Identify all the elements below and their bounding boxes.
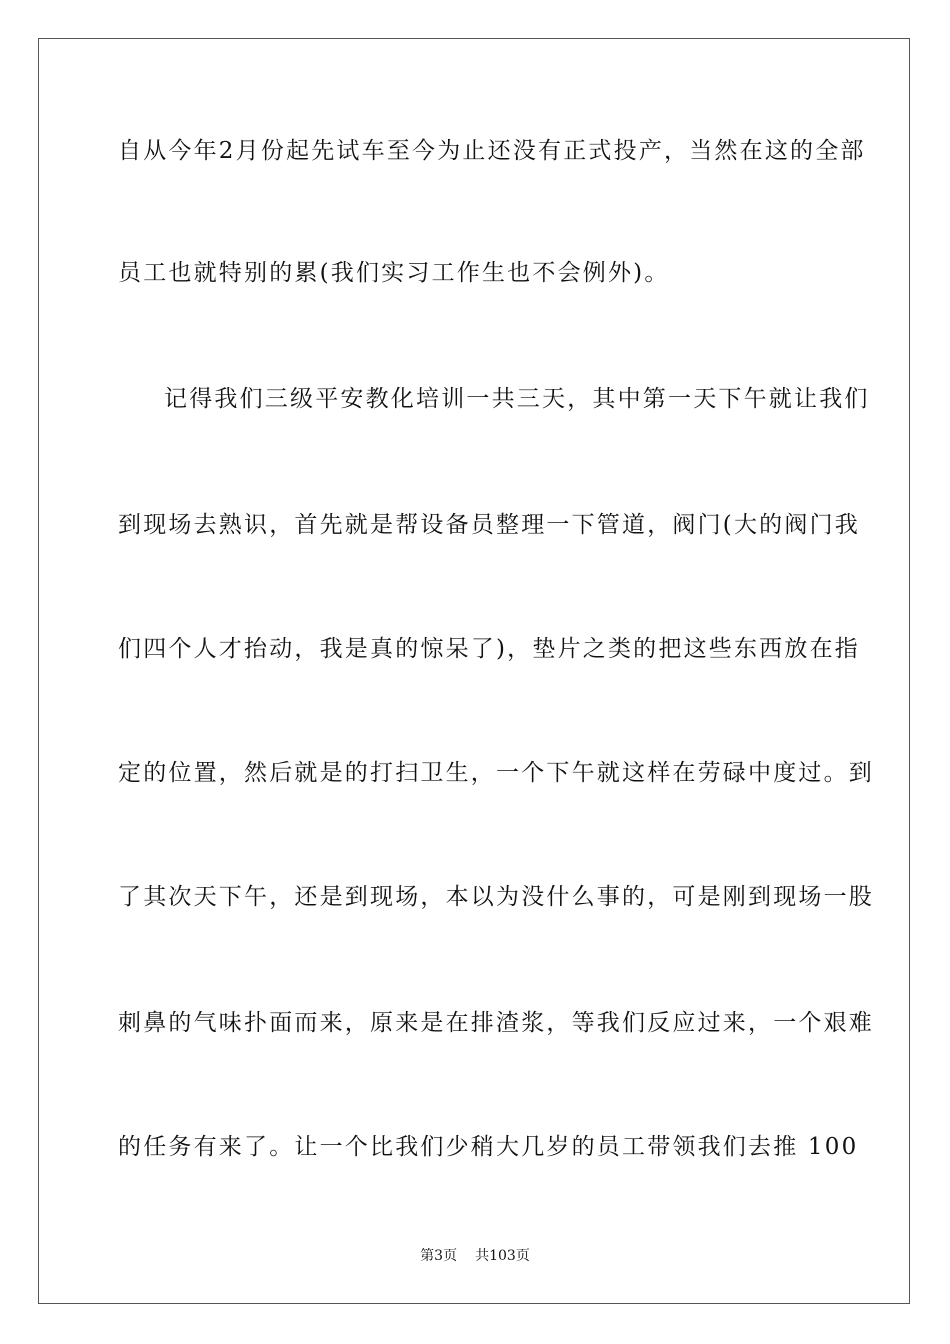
page-footer [0,1247,950,1265]
body-text-line: 记得我们三级平安教化培训一共三天，其中第一天下午就让我们 [164,386,870,412]
body-text-line: 员工也就特别的累(我们实习工作生也不会例外)。 [118,260,670,286]
body-text-line: 自从今年2月份起先试车至今为止还没有正式投产，当然在这的全部 [118,138,866,164]
page-number: 第3页 [420,1248,458,1264]
page-border [38,38,910,1304]
page-total: 共103页 [475,1248,530,1264]
body-text-line: 们四个人才抬动，我是真的惊呆了)，垫片之类的把这些东西放在指 [118,636,860,662]
body-text-line: 了其次天下午，还是到现场，本以为没什么事的，可是刚到现场一股 [118,884,874,910]
body-text-line: 刺鼻的气味扑面而来，原来是在排渣浆，等我们反应过来，一个艰难 [118,1010,874,1036]
body-text-line: 定的位置，然后就是的打扫卫生，一个下午就这样在劳碌中度过。到 [118,760,874,786]
body-text-line: 的任务有来了。让一个比我们少稍大几岁的员工带领我们去推 100 [118,1134,859,1160]
body-text-line: 到现场去熟识，首先就是帮设备员整理一下管道，阀门(大的阀门我 [118,512,860,538]
